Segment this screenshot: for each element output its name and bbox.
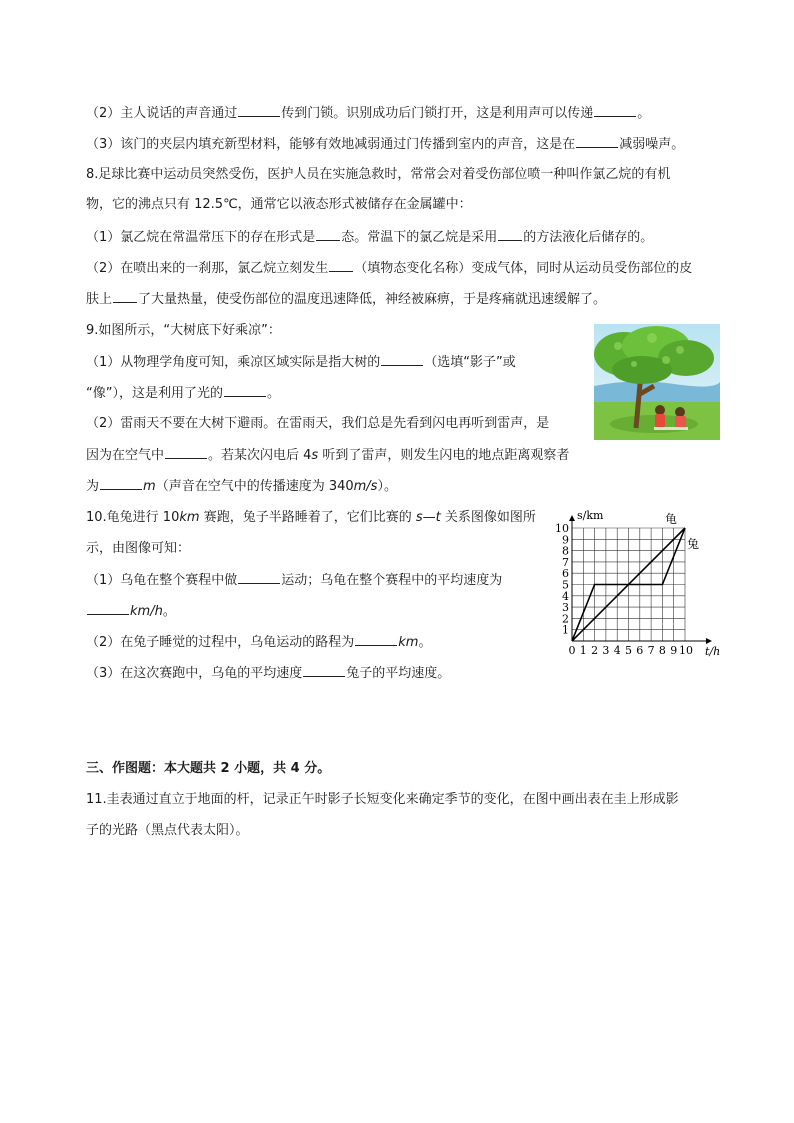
x-tick-label: 8 — [658, 644, 666, 657]
x-tick-label: 6 — [636, 644, 644, 657]
answer-blank[interactable] — [303, 664, 345, 677]
s-t-graph — [555, 507, 725, 659]
x-tick-label: 7 — [647, 644, 655, 657]
answer-blank[interactable] — [576, 135, 618, 148]
y-tick-label: 9 — [562, 533, 569, 547]
q8-stem-line2: 物，它的沸点只有 12.5℃，通常它以液态形式被储存在金属罐中： — [86, 197, 472, 212]
q9-part2-line3: 为 m（声音在空气中的传播速度为 340m/s）。 — [86, 479, 397, 494]
answer-blank[interactable] — [100, 477, 142, 490]
y-axis-label: s/km — [577, 509, 604, 522]
q10-stem-line2: 示，由图像可知： — [86, 541, 191, 556]
answer-blank[interactable] — [238, 571, 280, 584]
x-tick-label: 5 — [625, 644, 632, 657]
answer-blank[interactable] — [316, 228, 340, 241]
q11-line2: 子的光路（黑点代表太阳）。 — [86, 823, 249, 838]
series-label-2: 兔 — [687, 537, 700, 551]
answer-blank[interactable] — [594, 104, 636, 117]
x-tick-label: 1 — [579, 644, 587, 657]
answer-blank[interactable] — [238, 104, 280, 117]
y-tick-label: 2 — [562, 612, 569, 626]
q8-stem-line1: 8.足球比赛中运动员突然受伤，医护人员在实施急救时，常常会对着受伤部位喷一种叫作氯乙烷的有机 — [86, 167, 671, 182]
q10-part1-line1: （1）乌龟在整个赛程中做 运动；乌龟在整个赛程中的平均速度为 — [86, 573, 503, 588]
q8-part2-line1: （2）在喷出来的一刹那，氯乙烷立刻发生 （填物态变化名称）变成气体，同时从运动员受伤部位的皮 — [86, 261, 693, 276]
answer-blank[interactable] — [498, 228, 522, 241]
y-tick-label: 8 — [562, 544, 569, 558]
q9-part1-line1: （1）从物理学角度可知，乘凉区域实际是指大树的 （选填“影子”或 — [86, 355, 516, 370]
answer-blank[interactable] — [329, 259, 353, 272]
x-tick-label: 9 — [670, 644, 678, 657]
y-tick-label: 4 — [562, 589, 569, 603]
series-label-1: 龟 — [665, 512, 678, 526]
q11-line1: 11.圭表通过直立于地面的杆，记录正午时影子长短变化来确定季节的变化，在图中画出表在圭上形成影 — [86, 792, 679, 807]
x-tick-label: 3 — [602, 644, 610, 657]
tree-shade-illustration — [594, 324, 720, 440]
y-tick-label: 7 — [562, 555, 569, 569]
x-tick-label: 2 — [591, 644, 599, 657]
q9-part1-line2: “像”），这是利用了光的 。 — [86, 386, 280, 401]
answer-blank[interactable] — [165, 446, 207, 459]
q9-part2-line1: （2）雷雨天不要在大树下避雨。在雷雨天，我们总是先看到闪电再听到雷声，是 — [86, 416, 550, 431]
y-tick-label: 1 — [562, 623, 569, 637]
answer-blank[interactable] — [113, 290, 137, 303]
q10-part1-line2: km/h。 — [86, 602, 176, 621]
q10-part2: （2）在兔子睡觉的过程中，乌龟运动的路程为 km。 — [86, 635, 432, 650]
x-axis-arrow — [706, 638, 712, 644]
q8-part1: （1）氯乙烷在常温常压下的存在形式是 态。常温下的氯乙烷是采用 的方法液化后储存的。 — [86, 230, 654, 245]
y-tick-label: 10 — [555, 522, 569, 535]
y-tick-label: 3 — [562, 601, 569, 615]
x-axis-label: t/h — [705, 645, 721, 658]
x-tick-label: 10 — [679, 644, 693, 657]
x-tick-label: 4 — [613, 644, 621, 657]
q9-stem: 9.如图所示，“大树底下好乘凉”： — [86, 323, 281, 338]
y-axis-arrow — [569, 515, 575, 521]
answer-blank[interactable] — [87, 602, 129, 615]
q8-part2-line2: 肤上 了大量热量，使受伤部位的温度迅速降低，神经被麻痹，于是疼痛就迅速缓解了。 — [86, 292, 607, 307]
y-tick-label: 6 — [562, 567, 569, 581]
q10-part3: （3）在这次赛跑中，乌龟的平均速度 兔子的平均速度。 — [86, 666, 451, 681]
q7-part3: （3）该门的夹层内填充新型材料，能够有效地减弱通过门传播到室内的声音，这是在 减弱噪声。 — [86, 137, 685, 152]
q10-stem-line1: 10.龟兔进行 10km 赛跑，兔子半路睡着了，它们比赛的 s—t 关系图像如图所 — [86, 510, 536, 525]
answer-blank[interactable] — [224, 384, 266, 397]
q9-part2-line2: 因为在空气中 。若某次闪电后 4s 听到了雷声，则发生闪电的地点距离观察者 — [86, 448, 570, 463]
q7-part2: （2）主人说话的声音通过 传到门锁。识别成功后门锁打开，这是利用声可以传递 。 — [86, 106, 651, 121]
section-heading: 三、作图题：本大题共 2 小题，共 4 分。 — [86, 761, 331, 776]
answer-blank[interactable] — [381, 353, 423, 366]
x-tick-label: 0 — [568, 644, 576, 657]
y-tick-label: 5 — [562, 578, 569, 592]
answer-blank[interactable] — [355, 633, 397, 646]
